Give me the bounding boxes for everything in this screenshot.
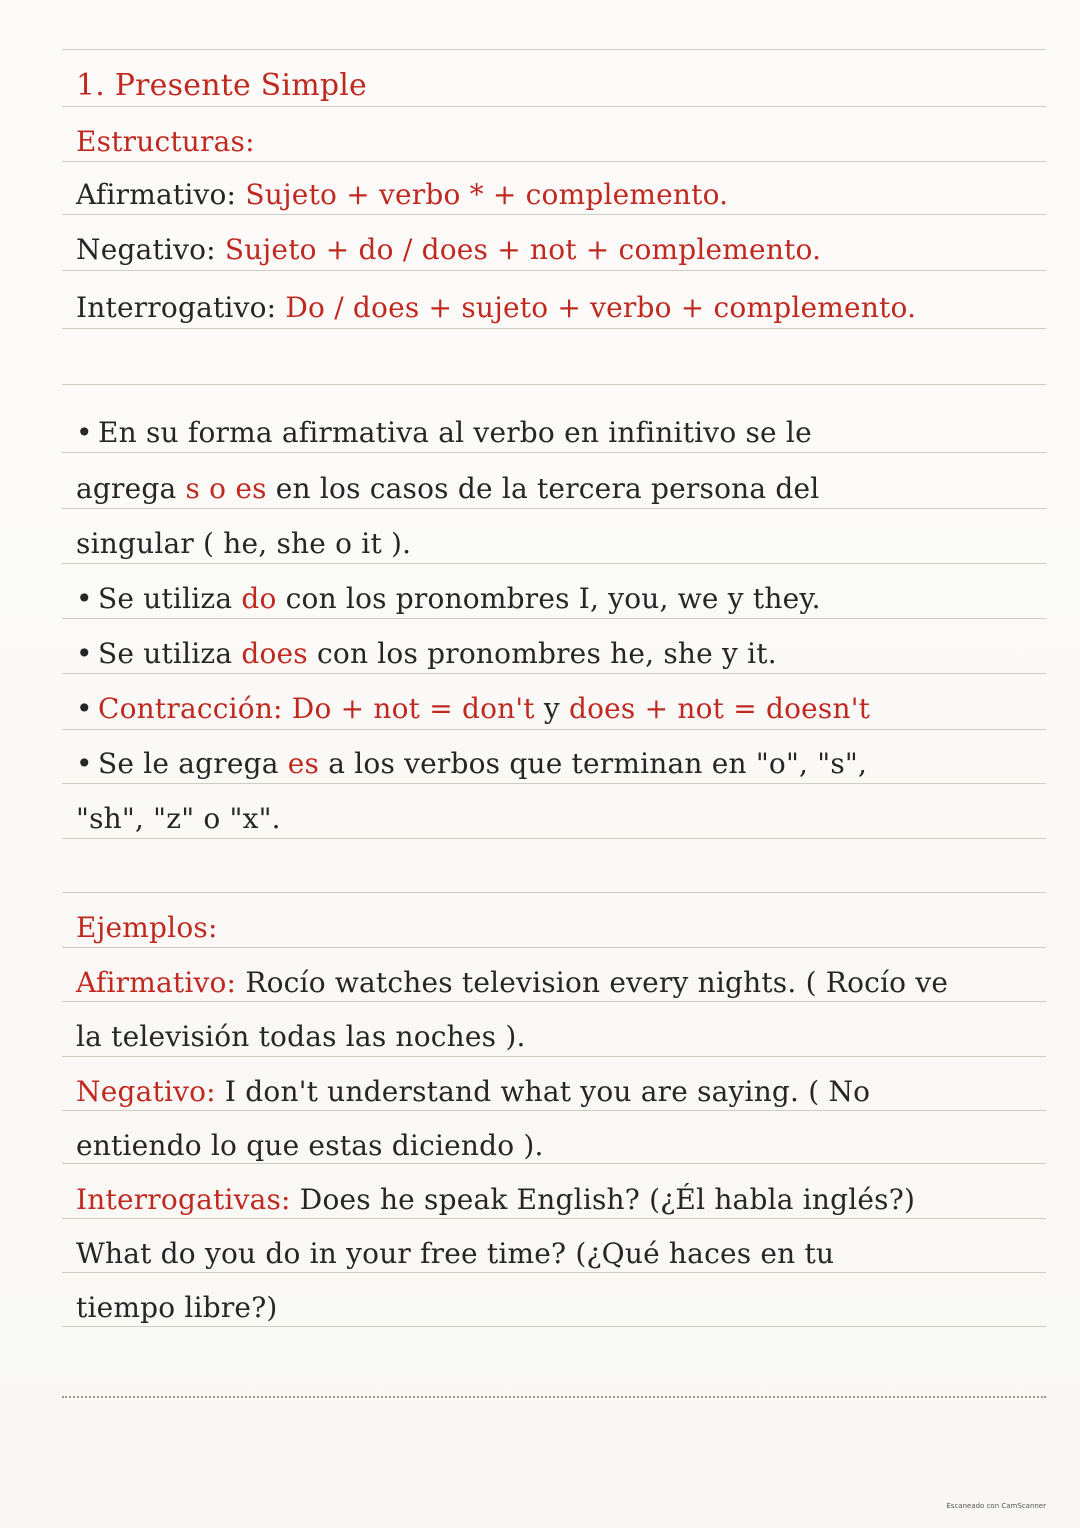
- interrogative-formula: Do / does + sujeto + verbo + complemento.: [285, 291, 917, 324]
- structures-heading: Estructuras:: [76, 125, 255, 158]
- note-5-line-2: "sh", "z" o "x".: [76, 802, 281, 835]
- note-1-line-3: singular ( he, she o it ).: [76, 527, 412, 560]
- ruled-line: [62, 618, 1046, 619]
- dotted-line: [62, 1396, 1046, 1398]
- example-interrogative-label: Interrogativas:: [76, 1183, 291, 1216]
- interrogative-label: Interrogativo:: [76, 291, 277, 324]
- ruled-line: [62, 729, 1046, 730]
- ruled-line: [62, 783, 1046, 784]
- suffix-highlight: s o es: [185, 472, 267, 505]
- ruled-line: [62, 49, 1046, 50]
- ruled-line: [62, 1001, 1046, 1002]
- note-2: • Se utiliza do con los pronombres I, you, we y they.: [76, 582, 821, 615]
- affirmative-label: Afirmativo:: [76, 178, 237, 211]
- note-1-line-2: agrega s o es en los casos de la tercera persona del: [76, 472, 820, 505]
- ruled-line: [62, 1056, 1046, 1057]
- example-negative-label: Negativo:: [76, 1075, 216, 1108]
- ruled-line: [62, 563, 1046, 564]
- ruled-line: [62, 892, 1046, 893]
- ruled-line: [62, 1110, 1046, 1111]
- ruled-line: [62, 673, 1046, 674]
- affirmative-formula: Sujeto + verbo * + complemento.: [245, 178, 729, 211]
- ruled-line: [62, 452, 1046, 453]
- ruled-line: [62, 384, 1046, 385]
- ruled-line: [62, 1326, 1046, 1327]
- note-4: • Contracción: Do + not = don't y does + not = doesn't: [76, 692, 871, 725]
- scanner-footer: Escaneado con CamScanner: [946, 1502, 1046, 1510]
- ruled-line: [62, 270, 1046, 271]
- structure-interrogative: [76, 290, 1040, 326]
- example-affirmative-line-1: Afirmativo: Rocío watches television every nights. ( Rocío ve: [76, 966, 949, 999]
- note-1-line-1: • En su forma afirmativa al verbo en infinitivo se le: [76, 416, 812, 449]
- ruled-line: [62, 838, 1046, 839]
- ruled-line: [62, 1218, 1046, 1219]
- ruled-line: [62, 947, 1046, 948]
- ruled-line: [62, 508, 1046, 509]
- page-title: 1. Presente Simple: [76, 68, 368, 103]
- structure-affirmative: [76, 177, 1040, 213]
- bullet-icon: •: [76, 582, 93, 615]
- negative-formula: Sujeto + do / does + not + complemento.: [224, 233, 822, 266]
- ruled-line: [62, 214, 1046, 215]
- bullet-icon: •: [76, 692, 93, 725]
- example-affirmative-label: Afirmativo:: [76, 966, 237, 999]
- do-highlight: do: [241, 582, 277, 615]
- bullet-icon: •: [76, 747, 93, 780]
- bullet-icon: •: [76, 637, 93, 670]
- ruled-line: [62, 161, 1046, 162]
- example-interrogative-line-3: tiempo libre?): [76, 1291, 278, 1324]
- note-5-line-1: • Se le agrega es a los verbos que terminan en "o", "s",: [76, 747, 868, 780]
- example-interrogative-line-1: Interrogativas: Does he speak English? (¿Él habla inglés?): [76, 1183, 916, 1216]
- example-negative-line-2: entiendo lo que estas diciendo ).: [76, 1129, 544, 1162]
- note-3: • Se utiliza does con los pronombres he, she y it.: [76, 637, 777, 670]
- examples-heading: Ejemplos:: [76, 911, 218, 944]
- structure-negative: [76, 232, 1040, 268]
- example-interrogative-line-2: What do you do in your free time? (¿Qué haces en tu: [76, 1237, 835, 1270]
- bullet-icon: •: [76, 416, 93, 449]
- example-negative-line-1: Negativo: I don't understand what you are saying. ( No: [76, 1075, 871, 1108]
- ruled-line: [62, 1272, 1046, 1273]
- ruled-line: [62, 106, 1046, 107]
- example-affirmative-line-2: la televisión todas las noches ).: [76, 1020, 526, 1053]
- negative-label: Negativo:: [76, 233, 216, 266]
- does-highlight: does: [241, 637, 308, 670]
- ruled-line: [62, 328, 1046, 329]
- es-highlight: es: [287, 747, 320, 780]
